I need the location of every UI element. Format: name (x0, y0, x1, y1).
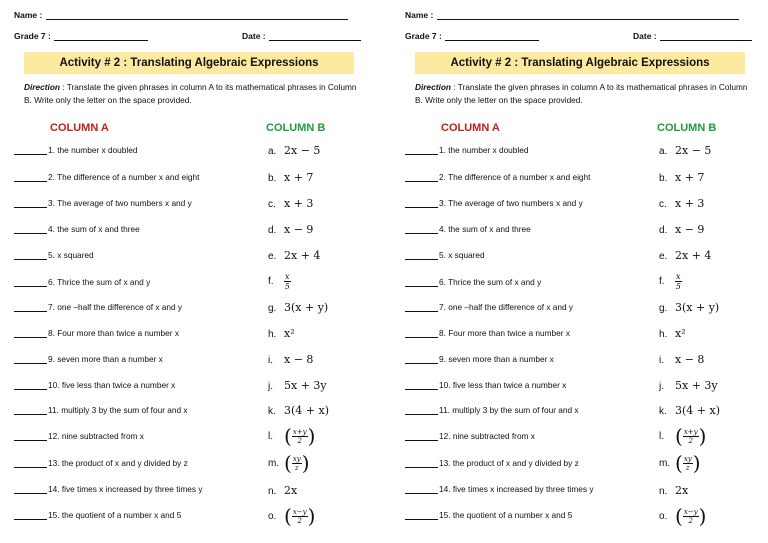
column-a-item (14, 277, 150, 291)
column-b-item (268, 353, 313, 367)
column-b-item (268, 404, 329, 418)
fraction-denominator: 2 (688, 516, 693, 525)
column-a-item (14, 172, 199, 186)
column-b-item (268, 451, 310, 475)
date-field[interactable] (660, 31, 752, 41)
column-a-item (14, 328, 179, 342)
column-b-item (268, 144, 320, 158)
column-a-item (405, 302, 573, 316)
column-a-item (405, 431, 535, 445)
column-a-phrase: 3. The average of two numbers x and y (439, 198, 583, 208)
column-a-phrase: 5. x squared (439, 250, 485, 260)
column-b-letter: i. (659, 355, 664, 366)
column-a-phrase: 4. the sum of x and three (48, 224, 140, 234)
column-a-item (14, 145, 137, 159)
column-a-item (405, 172, 590, 186)
answer-blank[interactable] (405, 405, 438, 415)
fraction-denominator: 2 (297, 436, 302, 445)
column-b-letter: b. (659, 173, 668, 184)
column-b-expression: 5x + 3y (675, 379, 718, 392)
answer-blank[interactable] (14, 458, 47, 468)
column-a-item (405, 380, 566, 394)
column-a-item (14, 250, 94, 264)
column-b-fraction (284, 272, 291, 291)
fraction-numerator: xy (292, 454, 301, 463)
answer-blank[interactable] (405, 354, 438, 364)
column-b-letter: c. (268, 199, 276, 210)
column-b-fraction (683, 455, 693, 472)
column-a-item (14, 198, 192, 212)
column-b-title: COLUMN B (657, 122, 717, 134)
column-b-letter: e. (268, 251, 277, 262)
column-b-item (659, 504, 707, 528)
answer-blank[interactable] (14, 510, 47, 520)
column-b-letter: n. (268, 486, 277, 497)
column-b-expression: 2x + 4 (284, 249, 321, 262)
column-b-expression: x + 3 (284, 197, 314, 210)
date-row (633, 31, 752, 41)
answer-blank[interactable] (405, 302, 438, 312)
column-b-letter: d. (659, 225, 668, 236)
column-a-phrase: 1. the number x doubled (439, 145, 529, 155)
column-b-letter: a. (268, 146, 277, 157)
direction-text (24, 81, 364, 106)
column-b-letter: o. (268, 510, 277, 522)
answer-blank[interactable] (14, 172, 47, 182)
column-a-item (14, 458, 188, 472)
direction-body: : Translate the given phrases in column A to its mathematical phrases in Column B. Write only the letter on the space provided. (24, 82, 357, 105)
column-a-phrase: 8. Four more than twice a number x (439, 328, 570, 338)
fraction-numerator: x−y (683, 507, 698, 516)
grade-row (405, 31, 539, 41)
column-a-item (14, 354, 163, 368)
column-a-phrase: 1. the number x doubled (48, 145, 138, 155)
column-b-expression: x − 9 (675, 223, 705, 236)
column-a-item (405, 458, 579, 472)
column-b-letter: g. (268, 303, 277, 314)
worksheet-right (391, 0, 768, 543)
answer-blank[interactable] (14, 277, 47, 287)
column-b-expression: 2x − 5 (284, 144, 321, 157)
column-b-expression: 2x (284, 484, 298, 497)
answer-blank[interactable] (14, 250, 47, 260)
parenthesized-fraction: ( $\frac{x-y}{2}$ ) (284, 504, 316, 528)
name-field[interactable] (46, 10, 348, 20)
date-label: Date : (242, 31, 266, 41)
answer-blank[interactable] (14, 145, 47, 155)
column-a-item (405, 277, 541, 291)
column-a-phrase: 12. nine subtracted from x (48, 431, 144, 441)
column-a-phrase: 14. five times x increased by three times y (439, 484, 594, 494)
column-b-letter: m. (659, 457, 671, 469)
column-b-expression: 2x + 4 (675, 249, 712, 262)
column-b-fraction (683, 428, 699, 445)
column-b-item (268, 484, 297, 498)
column-a-phrase: 7. one –half the difference of x and y (439, 302, 574, 312)
column-b-item (659, 404, 720, 418)
column-b-expression: 2x (675, 484, 689, 497)
column-a-item (405, 405, 579, 419)
column-b-letter: f. (659, 276, 665, 288)
column-b-item (268, 197, 313, 211)
column-b-item (659, 327, 686, 341)
fraction-denominator: z (294, 463, 299, 472)
fraction-denominator: 2 (688, 436, 693, 445)
answer-blank[interactable] (405, 277, 438, 287)
date-row (242, 31, 361, 41)
column-b-item (659, 223, 704, 237)
column-b-item (659, 353, 704, 367)
column-b-expression: x + 7 (675, 171, 705, 184)
direction-body: : Translate the given phrases in column A to its mathematical phrases in Column B. Write only the letter on the space provided. (415, 82, 748, 105)
column-b-item (268, 504, 316, 528)
answer-blank[interactable] (405, 145, 438, 155)
answer-blank[interactable] (405, 431, 438, 441)
column-b-fraction (683, 508, 699, 525)
answer-blank[interactable] (405, 484, 438, 494)
name-field[interactable] (437, 10, 739, 20)
column-a-phrase: 3. The average of two numbers x and y (48, 198, 192, 208)
answer-blank[interactable] (14, 328, 47, 338)
column-b-item (268, 424, 316, 448)
column-b-letter: d. (268, 225, 277, 236)
name-row (405, 10, 739, 20)
column-a-phrase: 10. five less than twice a number x (48, 380, 176, 390)
direction-label: Direction (415, 82, 451, 92)
column-a-item (14, 224, 140, 238)
answer-blank[interactable] (405, 510, 438, 520)
parenthesized-fraction: ( $\frac{x+y}{2}$ ) (284, 424, 316, 448)
direction-label: Direction (24, 82, 60, 92)
answer-blank[interactable] (14, 302, 47, 312)
column-b-letter: c. (659, 199, 667, 210)
column-b-item (268, 301, 328, 315)
column-b-expression: 5x + 3y (284, 379, 327, 392)
column-b-title: COLUMN B (266, 122, 326, 134)
column-a-item (405, 354, 554, 368)
column-a-item (405, 484, 593, 498)
column-b-item (268, 223, 313, 237)
column-b-fraction (675, 272, 682, 291)
column-b-letter: k. (268, 406, 276, 417)
grade-field[interactable] (54, 31, 148, 41)
column-b-letter: l. (268, 430, 273, 442)
column-b-expression: 3(4 + x) (675, 404, 720, 417)
fraction-denominator: 5 (284, 282, 290, 291)
column-a-phrase: 4. the sum of x and three (439, 224, 531, 234)
column-b-letter: f. (268, 276, 274, 288)
answer-blank[interactable] (14, 354, 47, 364)
date-field[interactable] (269, 31, 361, 41)
fraction-numerator: x+y (292, 427, 307, 436)
column-b-item (268, 327, 295, 341)
column-a-item (14, 431, 144, 445)
column-b-expression: x² (675, 327, 686, 340)
column-b-expression: 2x − 5 (675, 144, 712, 157)
column-a-phrase: 13. the product of x and y divided by z (48, 458, 188, 468)
column-a-phrase: 9. seven more than a number x (48, 354, 163, 364)
column-b-item (659, 144, 711, 158)
column-b-fraction (292, 455, 302, 472)
column-b-item (659, 171, 704, 185)
column-b-item (659, 484, 688, 498)
column-b-item (268, 379, 327, 393)
column-a-item (405, 250, 485, 264)
fraction-denominator: z (685, 463, 690, 472)
answer-blank[interactable] (14, 380, 47, 390)
column-a-item (14, 510, 181, 524)
column-b-letter: k. (659, 406, 667, 417)
fraction-numerator: x+y (683, 427, 698, 436)
column-a-phrase: 15. the quotient of a number x and 5 (48, 510, 182, 520)
column-a-phrase: 6. Thrice the sum of x and y (48, 277, 151, 287)
column-a-item (14, 302, 182, 316)
answer-blank[interactable] (14, 224, 47, 234)
column-a-phrase: 11. multiply 3 by the sum of four and x (439, 405, 579, 415)
parenthesized-fraction: ( $\frac{xy}{z}$ ) (284, 451, 310, 475)
column-b-item (268, 272, 291, 291)
date-label: Date : (633, 31, 657, 41)
direction-text (415, 81, 755, 106)
parenthesized-fraction: ( $\frac{x+y}{2}$ ) (675, 424, 707, 448)
column-a-phrase: 7. one –half the difference of x and y (48, 302, 183, 312)
column-a-phrase: 2. The difference of a number x and eight (48, 172, 200, 182)
column-b-expression: 3(x + y) (675, 301, 720, 314)
column-b-letter: j. (659, 381, 664, 392)
column-b-letter: l. (659, 430, 664, 442)
activity-title: Activity # 2 : Translating Algebraic Expressions (24, 52, 354, 74)
column-b-expression: x − 8 (284, 353, 314, 366)
name-label: Name : (14, 10, 43, 20)
column-a-item (405, 224, 531, 238)
column-b-expression: x² (284, 327, 295, 340)
column-b-letter: h. (659, 329, 668, 340)
fraction-numerator: x−y (292, 507, 307, 516)
column-a-item (14, 405, 188, 419)
column-a-item (405, 145, 528, 159)
fraction-denominator: 5 (675, 282, 681, 291)
column-b-letter: h. (268, 329, 277, 340)
column-b-fraction (292, 508, 308, 525)
column-a-phrase: 12. nine subtracted from x (439, 431, 535, 441)
column-a-phrase: 8. Four more than twice a number x (48, 328, 179, 338)
answer-blank[interactable] (405, 250, 438, 260)
fraction-denominator: 2 (297, 516, 302, 525)
name-label: Name : (405, 10, 434, 20)
parenthesized-fraction: ( $\frac{xy}{z}$ ) (675, 451, 701, 475)
column-a-phrase: 11. multiply 3 by the sum of four and x (48, 405, 188, 415)
column-a-item (14, 484, 202, 498)
column-b-expression: 3(4 + x) (284, 404, 329, 417)
column-a-phrase: 5. x squared (48, 250, 94, 260)
answer-blank[interactable] (405, 224, 438, 234)
column-a-item (405, 510, 572, 524)
answer-blank[interactable] (14, 405, 47, 415)
column-b-letter: i. (268, 355, 273, 366)
grade-field[interactable] (445, 31, 539, 41)
column-a-item (405, 198, 583, 212)
column-b-letter: j. (268, 381, 273, 392)
answer-blank[interactable] (14, 431, 47, 441)
column-b-letter: e. (659, 251, 668, 262)
column-b-item (659, 249, 711, 263)
column-a-phrase: 10. five less than twice a number x (439, 380, 567, 390)
column-a-title: COLUMN A (441, 122, 500, 134)
column-b-item (268, 249, 320, 263)
column-b-letter: m. (268, 457, 280, 469)
answer-blank[interactable] (405, 458, 438, 468)
column-a-title: COLUMN A (50, 122, 109, 134)
column-b-fraction (292, 428, 308, 445)
column-b-item (659, 424, 707, 448)
parenthesized-fraction: ( $\frac{x-y}{2}$ ) (675, 504, 707, 528)
column-a-phrase: 9. seven more than a number x (439, 354, 554, 364)
column-b-letter: n. (659, 486, 668, 497)
column-b-item (659, 197, 704, 211)
grade-label: Grade 7 : (405, 31, 442, 41)
column-b-item (268, 171, 313, 185)
fraction-numerator: xy (683, 454, 692, 463)
column-a-item (405, 328, 570, 342)
column-b-expression: x − 9 (284, 223, 314, 236)
column-b-item (659, 451, 701, 475)
column-b-expression: x + 7 (284, 171, 314, 184)
answer-blank[interactable] (405, 328, 438, 338)
answer-blank[interactable] (14, 198, 47, 208)
column-b-expression: 3(x + y) (284, 301, 329, 314)
column-a-phrase: 6. Thrice the sum of x and y (439, 277, 542, 287)
column-b-letter: b. (268, 173, 277, 184)
grade-label: Grade 7 : (14, 31, 51, 41)
answer-blank[interactable] (405, 198, 438, 208)
column-b-item (659, 301, 719, 315)
name-row (14, 10, 348, 20)
column-a-phrase: 2. The difference of a number x and eight (439, 172, 591, 182)
column-b-letter: g. (659, 303, 668, 314)
column-b-item (659, 379, 718, 393)
column-a-phrase: 15. the quotient of a number x and 5 (439, 510, 573, 520)
column-a-phrase: 13. the product of x and y divided by z (439, 458, 579, 468)
column-a-phrase: 14. five times x increased by three times y (48, 484, 203, 494)
activity-title: Activity # 2 : Translating Algebraic Expressions (415, 52, 745, 74)
column-b-item (659, 272, 682, 291)
answer-blank[interactable] (405, 172, 438, 182)
grade-row (14, 31, 148, 41)
column-b-letter: o. (659, 510, 668, 522)
column-b-letter: a. (659, 146, 668, 157)
column-b-expression: x + 3 (675, 197, 705, 210)
column-a-item (14, 380, 175, 394)
fraction-numerator: x (285, 272, 290, 281)
column-b-expression: x − 8 (675, 353, 705, 366)
answer-blank[interactable] (14, 484, 47, 494)
answer-blank[interactable] (405, 380, 438, 390)
fraction-numerator: x (676, 272, 681, 281)
